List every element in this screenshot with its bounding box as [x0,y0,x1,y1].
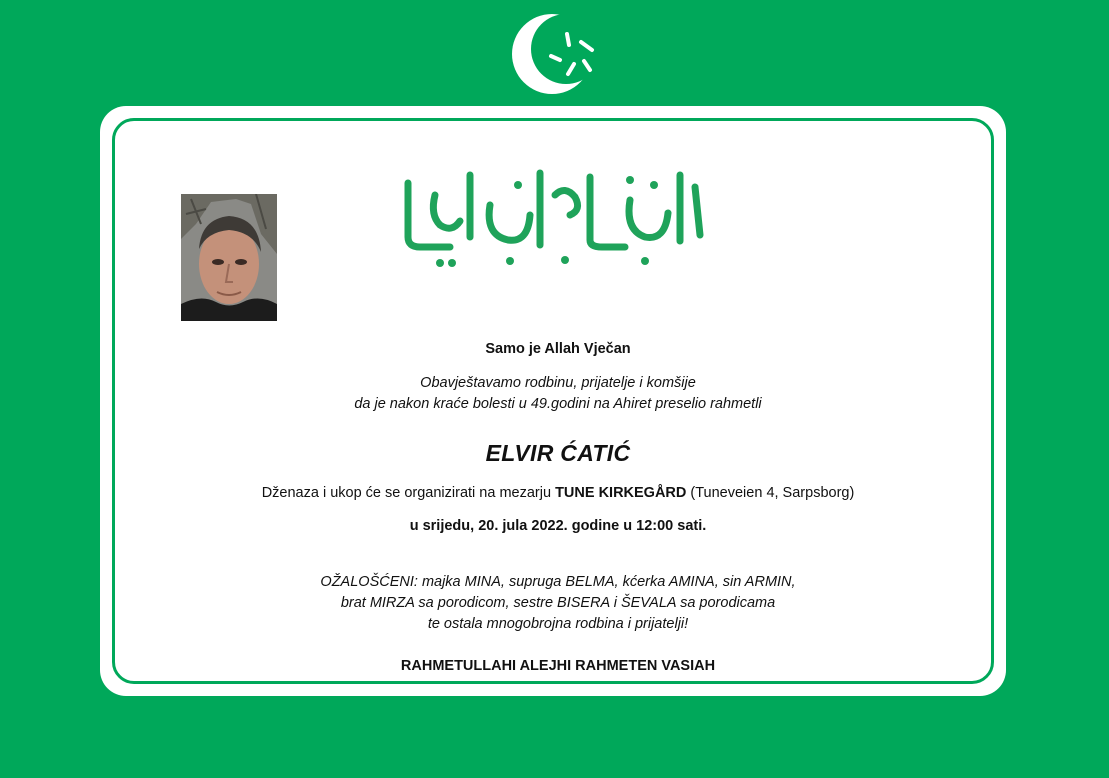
burial-info [108,485,1008,501]
announcement-line-2: da je nakon kraće bolesti u 49.godini na Ahiret preselio rahmetli [354,396,762,412]
mourners-line-2: brat MIRZA sa porodicom, sestre BISERA i ŠEVALA sa porodicama [340,595,776,611]
mourners-line-3: te ostala mnogobrojna rodbina i prijatelji! [427,616,689,632]
closing-line: RAHMETULLAHI ALEJHI RAHMETEN VASIAH [400,658,716,674]
crescent-and-star-icon [508,12,600,96]
opening-line: Samo je Allah Vječan [485,341,631,357]
arabic-calligraphy-image [390,155,725,277]
date-time: u srijedu, 20. jula 2022. godine u 12:00 sati. [409,518,707,534]
mourners-line-1: OŽALOŠĆENI: majka MINA, supruga BELMA, kćerka AMINA, sin ARMIN, [320,574,796,590]
cemetery-address: (Tuneveien 4, Sarpsborg) [690,485,855,501]
cemetery-name: TUNE KIRKEGÅRD [555,485,687,501]
portrait-photo [181,194,277,321]
burial-prefix: Dženaza i ukop će se organizirati na mezarju [261,485,552,501]
deceased-name: ELVIR ĆATIĆ [485,440,631,466]
announcement-line-1: Obavještavamo rodbinu, prijatelje i komšije [420,375,696,391]
